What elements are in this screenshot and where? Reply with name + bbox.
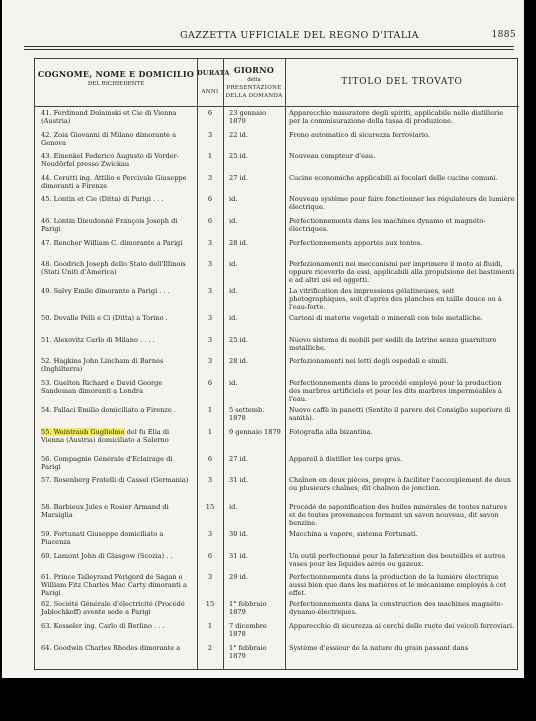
row-duration: 6: [207, 454, 213, 463]
col-head-name: [35, 59, 197, 107]
row-title: Apparecchio di sicurezza ai cerchi delle ruote dei veicoli ferroviari.: [289, 621, 515, 630]
row-duration: 3: [207, 335, 213, 344]
row-duration: 15: [205, 503, 215, 512]
row-title: Fotografia alla bizantina.: [289, 427, 373, 436]
row-title: Cartoni di materie vegetali o minerali con tele metalliche.: [289, 314, 483, 323]
row-date: id.: [229, 378, 238, 387]
row-date: 31 id.: [229, 551, 248, 560]
row-date: 7 dicembre 1878: [229, 621, 267, 638]
table-body: [35, 107, 517, 663]
table-row: [35, 285, 517, 312]
row-duration: 3: [207, 260, 213, 269]
highlighted-name: 55. Weintraub Guglielmo: [41, 427, 125, 436]
table-row: [35, 598, 517, 620]
row-name: 42. Zoia Giovanni di Milano dimorante a Genova: [41, 130, 177, 147]
row-date: 30 id.: [229, 530, 248, 539]
row-duration: 6: [207, 109, 213, 117]
row-title: Perfectionnements apportés aux tentes.: [289, 238, 423, 247]
row-title: Nouveau système pour faire fonctionner les régulateurs de lumière électrique.: [289, 195, 515, 212]
row-title: Nuovo sistema di mobili per sedili da latrine senza guarniture metalliche.: [289, 335, 497, 352]
row-title: La vitrification des impressions gélatineuses, soit photographiques, soit d'après des planches en taille douce ou à l'eau-forte.: [289, 287, 502, 312]
row-name: 64. Goodwin Charles Rhodes dimorante a: [41, 643, 181, 652]
table-row: [35, 377, 517, 404]
header-rule-double: [24, 49, 514, 50]
table-row: [35, 215, 517, 237]
col-head-title-label: TITOLO DEL TROVATO: [341, 77, 463, 87]
table-row: [35, 334, 517, 356]
table-row: [35, 129, 517, 151]
col-head-name-l2: DEL RICHIEDENTE: [87, 81, 145, 87]
row-duration: 3: [207, 287, 213, 296]
row-title: Cucine economiche applicabili ai focolari delle cucine comuni.: [289, 173, 498, 182]
row-date: 28 id.: [229, 238, 248, 247]
row-date: id.: [229, 260, 238, 269]
row-title: Procédé de saponification des huiles minérales de toutes natures et de toutes provenances formant un savon nouveau, dit savon benzine.: [289, 503, 507, 528]
row-name: 48. Goodrich Joseph dello Stato dell'Illinois (Stati Uniti d'America): [41, 260, 186, 277]
row-date: id.: [229, 195, 238, 204]
col-head-title: [285, 59, 519, 107]
row-duration: 6: [207, 216, 213, 225]
col-head-duration-l3: ANNI: [201, 89, 219, 95]
row-date: 9 gennaio 1879: [229, 427, 281, 436]
table-row: [35, 150, 517, 172]
col-head-duration-l1: DURATA: [197, 69, 230, 77]
table-row: [35, 312, 517, 334]
row-title: Perfectionnements dans le procédé employé pour la production des marbres artificiels et pour les dits marbres imperméables à l'eau.: [289, 378, 502, 403]
row-duration: 3: [207, 357, 213, 366]
row-duration: 15: [205, 600, 215, 609]
row-date: id.: [229, 503, 238, 512]
row-duration: 3: [207, 573, 213, 582]
col-head-date-l2: della: [247, 77, 261, 83]
row-name: 54. Fallaci Emilio domiciliato a Firenze .: [41, 405, 176, 414]
row-name: 58. Barbieux Jules e Rosier Armand di Marsiglia: [41, 503, 169, 520]
page-header: [22, 28, 516, 46]
table-row: [35, 642, 517, 664]
row-title: Nouveau compteur d'eau.: [289, 152, 376, 161]
row-duration: 1: [207, 405, 213, 414]
table-row: [35, 620, 517, 642]
table-row: [35, 453, 517, 475]
row-name: 44. Cerutti ing. Attilio e Percivale Giuseppe dimoranti a Firenze: [41, 173, 187, 190]
row-name: 53. Guelton Richard e David George Sandeman dimoranti a Londra: [41, 378, 163, 395]
row-duration: 3: [207, 476, 213, 485]
row-duration: 1: [207, 152, 213, 161]
col-head-date-l3: PRESENTAZIONE: [226, 85, 282, 91]
row-duration: 6: [207, 551, 213, 560]
row-duration: 6: [207, 378, 213, 387]
table-row: [35, 571, 517, 598]
row-date: 27 id.: [229, 454, 248, 463]
row-title: Perfezionamenti nei meccanismi per imprimere il moto ai fluidi, oppure riceverlo da essi, applicabili alla propulsione dei bastimenti e ad altri usi ed oggetti.: [289, 260, 515, 285]
row-title: Chaînon en deux pièces, propre à faciliter l'accouplement de deux ou plusieurs chaînes, dit chaînon de jonction.: [289, 476, 511, 493]
row-duration: 3: [207, 314, 213, 323]
row-date: 5 settemb. 1878: [229, 405, 265, 422]
row-duration: 3: [207, 530, 213, 539]
row-duration: 1: [207, 427, 213, 436]
row-duration: 3: [207, 130, 213, 139]
row-name: 57. Rosenberg Fratelli di Cassel (Germania): [41, 476, 189, 485]
row-name: 55. Weintraub Guglielmo del fu Elia di Vienna (Austria) domiciliato a Salerno: [41, 427, 170, 444]
row-name: 59. Fortunati Giuseppe domiciliato a Piacenza: [41, 530, 164, 547]
row-name: 46. Lontin Dieudonné François Joseph di Parigi: [41, 216, 178, 233]
row-duration: 6: [207, 195, 213, 204]
table-row: [35, 107, 517, 129]
row-title: Perfectionnements dans la construction des machines magnéto-dynamo-électriques.: [289, 600, 503, 617]
row-duration: 3: [207, 238, 213, 247]
row-date: 25 id.: [229, 152, 248, 161]
row-date: 23 gennaio 1879: [229, 109, 267, 125]
table-row: [35, 550, 517, 572]
table-row: [35, 355, 517, 377]
col-head-date-l1: GIORNO: [233, 65, 275, 75]
row-name: 41. Ferdinand Dolainski et Cie di Vienna (Austria): [41, 109, 177, 125]
table-row: [35, 172, 517, 194]
row-name: 52. Hagkins John Lincham di Barnes (Inghilterra): [41, 357, 164, 374]
row-name: 51. Alexovitz Carlo di Milano . . . .: [41, 335, 155, 344]
row-date: 31 id.: [229, 476, 248, 485]
gazette-title: GAZZETTA UFFICIALE DEL REGNO D'ITALIA: [180, 30, 419, 41]
row-duration: 1: [207, 621, 213, 630]
row-name: 61. Prince Talleyrand Périgord de Sagan e William Fitz Charles Mac Carty dimoranti a Parigi: [41, 573, 187, 598]
header-rule: [24, 46, 514, 47]
row-name: 47. Rencher William C. dimorante a Parigi: [41, 238, 183, 247]
row-title: Appareil à distiller les corps gras.: [289, 454, 403, 463]
table-row: [35, 474, 517, 501]
row-date: 22 id.: [229, 130, 248, 139]
row-name: 50. Devalle Pelli e Ci (Ditta) a Torino .: [41, 314, 168, 323]
row-duration: 3: [207, 173, 213, 182]
row-date: id.: [229, 287, 238, 296]
row-date: 1° febbraio 1879: [229, 600, 267, 617]
row-title: Perfectionnements dans les machines dynamo et magnéto-électriques.: [289, 216, 486, 233]
row-date: 29 id.: [229, 573, 248, 582]
row-title: Nuovo caffè in panetti (Sentito il parere del Consiglio superiore di sanità).: [289, 405, 511, 422]
row-name: 43. Einenkel Federico Augusto di Vorder-Neudörfel presso Zwickau: [41, 152, 180, 169]
row-title: Freno automatico di sicurezza ferroviario.: [289, 130, 430, 139]
row-name: 56. Compagnie Générale d'Eclairage di Parigi: [41, 454, 173, 471]
table-row-highlighted: [35, 426, 517, 453]
row-name: 49. Salvy Emile dimorante a Parigi . . .: [41, 287, 170, 296]
col-head-name-l1: COGNOME, NOME E DOMICILIO: [37, 69, 195, 79]
table-row: [35, 404, 517, 426]
row-date: 28 id.: [229, 357, 248, 366]
row-title: Système d'essieur de la nature du grain passant dans: [289, 643, 469, 652]
row-title: Un outil perfectionné pour la fabrication des bouteilles et autres vases pour les liquides aérés ou gazeux.: [289, 551, 506, 568]
row-date: id.: [229, 314, 238, 323]
col-head-duration: [197, 59, 230, 107]
row-date: 27 id.: [229, 173, 248, 182]
table-row: [35, 193, 517, 215]
table-row: [35, 528, 517, 550]
page-number: 1885: [491, 30, 516, 40]
table-row: [35, 237, 517, 259]
document-page: [2, 0, 524, 678]
row-title: Apparecchio misuratore degli spiriti, applicabile nelle distillerie per la commisurazione della tassa di produzione.: [289, 109, 504, 125]
row-title: Macchina a vapore, sistema Fortunati.: [289, 530, 418, 539]
row-duration: 2: [207, 643, 213, 652]
row-date: 25 id.: [229, 335, 248, 344]
table-row: [35, 258, 517, 285]
row-name: 62. Société Générale d'électricité (Procédé Jablochkoff) avente sede a Parigi: [41, 600, 185, 617]
row-name: 63. Kesseler ing. Carlo di Berlino . . .: [41, 621, 165, 630]
table-row: [35, 501, 517, 528]
row-name: 60. Lamont John di Glasgow (Scozia) . .: [41, 551, 173, 560]
row-name: 45. Lontin et Cie (Ditta) di Parigi . . .: [41, 195, 164, 204]
patent-table: [34, 58, 518, 670]
row-date: 1° febbraio 1879: [229, 643, 267, 660]
col-head-date-l4: DELLA DOMANDA: [225, 93, 283, 99]
row-title: Perfezionamenti nei letti degli ospedali e simili.: [289, 357, 449, 366]
col-head-date: [223, 59, 285, 107]
row-date: id.: [229, 216, 238, 225]
row-title: Perfectionnements dans la production de la lumière électrique aussi bien que dans les matières et le mécanisme employés à cet effet.: [289, 573, 507, 598]
